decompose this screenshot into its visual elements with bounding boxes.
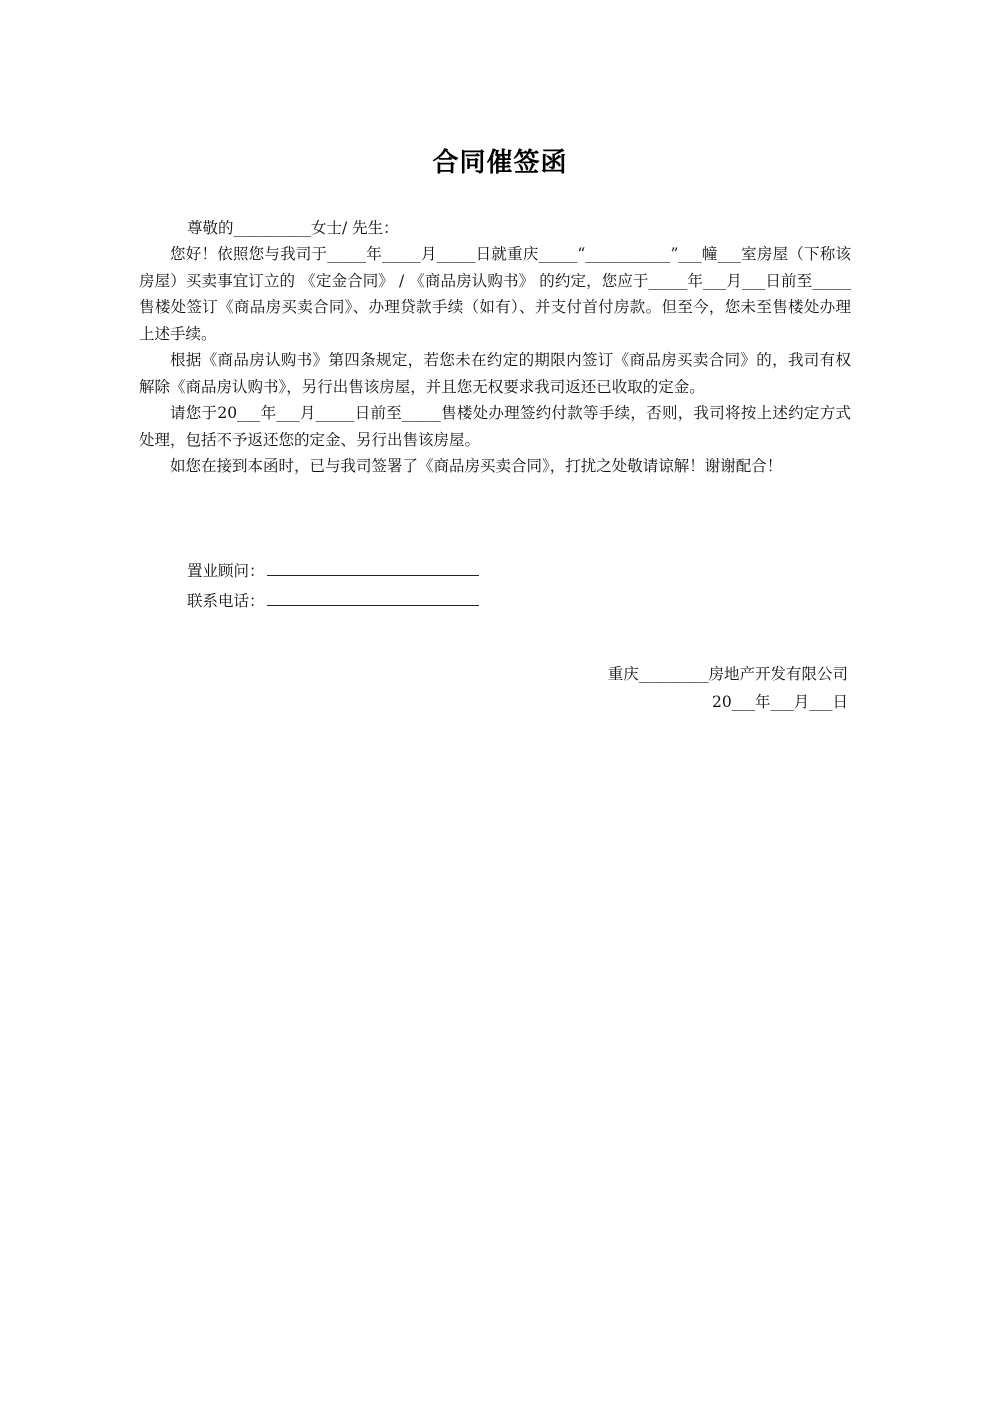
paragraph-greeting: 您好！依照您与我司于_____年_____月_____日就重庆_____“___________”___幢___室房屋（下称该房屋）买卖事宜订立的 《定金合同》 / 《商品房认购书》 的约定，您应于_____年___月___日前至_____售楼处签订《商品房买卖合同》、办理贷款手续（如有）、并支付首付房款。但至今，您未至售楼处办理上述手续。 [139, 245, 851, 343]
letter-body [139, 241, 851, 480]
company-name: 重庆_________房地产开发有限公司 [607, 665, 848, 683]
salutation: 尊敬的__________女士/ 先生： [187, 219, 399, 237]
advisor-blank-line [267, 557, 479, 576]
paragraph-closing: 如您在接到本函时，已与我司签署了《商品房买卖合同》，打扰之处敬请谅解！谢谢配合！ [170, 457, 783, 475]
company-block [608, 660, 848, 716]
phone-blank-line [267, 587, 479, 606]
page-title: 合同催签函 [432, 148, 568, 178]
letter-date: 20___年___月___日 [712, 693, 848, 711]
paragraph-clause: 根据《商品房认购书》第四条规定，若您未在约定的期限内签订《商品房买卖合同》的，我司有权解除《商品房认购书》，另行出售该房屋，并且您无权要求我司返还已收取的定金。 [139, 351, 851, 396]
advisor-row [187, 556, 479, 586]
phone-label: 联系电话： [187, 592, 265, 610]
signature-block [187, 556, 479, 616]
paragraph-request: 请您于20___年___月_____日前至_____售楼处办理签约付款等手续，否则，我司将按上述约定方式处理，包括不予返还您的定金、另行出售该房屋。 [139, 404, 851, 449]
phone-row [187, 586, 479, 616]
advisor-label: 置业顾问： [187, 562, 265, 580]
